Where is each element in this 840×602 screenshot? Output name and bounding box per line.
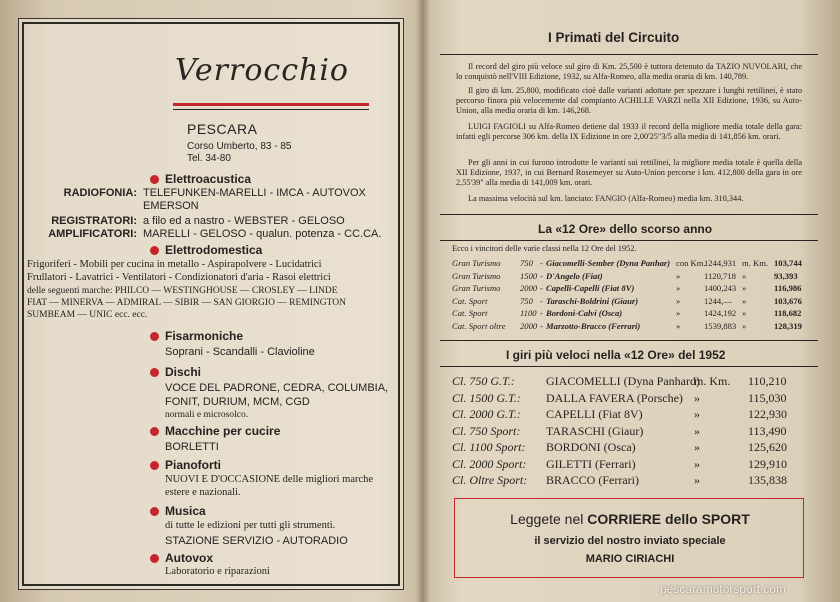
elettrodomestica-line-2: Frullatori - Lavatrici - Ventilatori - Condizionatori d'aria - Rasoi elettrici bbox=[27, 272, 331, 283]
ore-cell-driver: Taraschi-Boldrini (Giaur) bbox=[546, 295, 639, 306]
autovox-line: Laboratorio e riparazioni bbox=[165, 566, 270, 577]
address-block bbox=[187, 141, 292, 165]
phone-line: Tel. 34-80 bbox=[187, 153, 231, 164]
giri-row bbox=[440, 440, 818, 456]
registratori-brands: a filo ed a nastro - WEBSTER - GELOSO bbox=[143, 215, 345, 227]
red-bullet-icon bbox=[150, 461, 159, 470]
amplificatori-label: AMPLIFICATORI: bbox=[48, 228, 137, 240]
red-bullet-icon bbox=[150, 332, 159, 341]
giri-cell-cls: Cl. 1500 G.T.: bbox=[452, 390, 521, 405]
ore-row bbox=[440, 271, 818, 282]
giri-cell-unit: » bbox=[694, 456, 700, 471]
primati-paragraph-4: Per gli anni in cui furono introdotte le varianti sui rettilinei, la migliore media totale è quella della XII Edizione, 1937, in cui Bernard Rosemeyer su Auto-Union percorse i km. 412,800 della gara in ore 2,55'39" alla media di 141,009 km. orari. bbox=[456, 158, 802, 187]
section-elettroacustica-title: Elettroacustica bbox=[165, 172, 252, 186]
ore-rule-top bbox=[440, 214, 818, 215]
ore-cell-unit2: » bbox=[742, 283, 747, 293]
advert-newspaper-name: CORRIERE dello SPORT bbox=[587, 511, 750, 527]
ore-cell-unit2: m. Km. bbox=[742, 258, 769, 268]
elettrodomestica-brands-1: delle seguenti marche: PHILCO — WESTINGHOUSE — CROSLEY — LINDE bbox=[27, 286, 338, 296]
giri-cell-unit: » bbox=[694, 390, 700, 405]
giri-cell-driver: CAPELLI (Fiat 8V) bbox=[546, 407, 643, 421]
giri-cell-speed: 135,838 bbox=[748, 473, 787, 487]
primati-paragraph-1: Il record del giro più veloce sul giro di Km. 25,500 è tuttora detenuto da TAZIO NUVOLARI, che lo conquistò nell'VIII Edizione, 1932, su Alfa-Romeo, alla media oraria di km. 140,789. bbox=[456, 62, 802, 81]
ore-cell-unit2: » bbox=[742, 308, 747, 318]
giri-cell-speed: 129,910 bbox=[748, 456, 787, 471]
ore-cell-dash: - bbox=[540, 270, 543, 281]
ore-cell-speed: 103,744 bbox=[774, 258, 802, 268]
corriere-advert-box bbox=[454, 498, 804, 578]
red-bullet-icon bbox=[150, 427, 159, 436]
ore-title: La «12 Ore» dello scorso anno bbox=[538, 222, 713, 236]
giri-cell-driver: GILETTI (Ferrari) bbox=[546, 456, 636, 471]
primati-paragraph-3: LUIGI FAGIOLI su Alfa-Romeo detiene dal 1933 il record della migliore media totale della gara: infatti egli percorse 306 km. della IX Edizione in ore 2,00'25"3/5 alla media di 141,856 km. orari. bbox=[456, 122, 802, 141]
red-bullet-icon bbox=[150, 246, 159, 255]
ore-rule-bottom bbox=[440, 240, 818, 241]
section-fisarmoniche-title: Fisarmoniche bbox=[165, 329, 244, 343]
ore-cell-cc: 2000 bbox=[520, 320, 538, 331]
ore-cell-unit: » bbox=[676, 270, 681, 281]
red-bullet-icon bbox=[150, 175, 159, 184]
giri-cell-cls: Cl. 750 Sport: bbox=[452, 423, 521, 438]
ore-cell-speed: 128,319 bbox=[774, 320, 802, 331]
ore-cell-cls: Cat. Sport oltre bbox=[452, 320, 506, 331]
dischi-brands-2: FONIT, DURIUM, MCM, CGD bbox=[165, 396, 310, 408]
ore-cell-cls: Gran Turismo bbox=[452, 258, 501, 268]
ore-cell-dash: - bbox=[540, 308, 543, 318]
verrocchio-logo: Verrocchio bbox=[175, 53, 349, 88]
pianoforti-line-2: estere e nazionali. bbox=[165, 487, 241, 498]
logo-underline-black bbox=[173, 109, 369, 110]
amplificatori-brands: MARELLI - GELOSO - qualun. potenza - CC.CA. bbox=[143, 228, 382, 240]
giri-row bbox=[440, 374, 818, 390]
ore-cell-cc: 750 bbox=[520, 258, 533, 268]
elettrodomestica-brands-2: FIAT — MINERVA — ADMIRAL — SIBIR — SAN GIORGIO — REMINGTON bbox=[27, 298, 347, 308]
giri-cell-driver: BRACCO (Ferrari) bbox=[546, 473, 639, 487]
giri-cell-speed: 125,620 bbox=[748, 440, 787, 454]
ore-cell-unit: » bbox=[676, 308, 681, 318]
section-macchine-title: Macchine per cucire bbox=[165, 424, 281, 438]
page-gutter bbox=[416, 0, 430, 602]
giri-row bbox=[440, 407, 818, 423]
radiofonia-label: RADIOFONIA: bbox=[63, 187, 137, 199]
ore-row bbox=[440, 283, 818, 294]
giri-cell-cls: Cl. Oltre Sport: bbox=[452, 473, 528, 487]
giri-cell-unit: » bbox=[694, 407, 700, 421]
registratori-label: REGISTRATORI: bbox=[51, 215, 137, 227]
giri-row bbox=[440, 424, 818, 440]
ore-cell-cls: Gran Turismo bbox=[452, 270, 501, 281]
giri-row bbox=[440, 391, 818, 407]
ore-cell-unit: » bbox=[676, 295, 681, 306]
ore-cell-speed: 116,986 bbox=[774, 283, 802, 293]
city-name: PESCARA bbox=[187, 121, 258, 137]
section-autovox-title: Autovox bbox=[165, 551, 213, 565]
ore-cell-unit: » bbox=[676, 283, 681, 293]
ore-cell-km: 1539,883 bbox=[704, 320, 737, 331]
musica-line-2: STAZIONE SERVIZIO - AUTORADIO bbox=[165, 535, 348, 547]
giri-title: I giri più veloci nella «12 Ore» del 1952 bbox=[506, 348, 726, 362]
ore-cell-cc: 1100 bbox=[520, 308, 537, 318]
right-page-records bbox=[440, 18, 818, 590]
giri-rule-top bbox=[440, 340, 818, 341]
giri-cell-speed: 110,210 bbox=[748, 374, 787, 388]
ore-cell-dash: - bbox=[540, 295, 543, 306]
section-pianoforti-title: Pianoforti bbox=[165, 458, 221, 472]
giri-cell-driver: DALLA FAVERA (Porsche) bbox=[546, 390, 683, 405]
red-bullet-icon bbox=[150, 368, 159, 377]
giri-cell-driver: TARASCHI (Giaur) bbox=[546, 423, 644, 438]
ore-cell-speed: 118,682 bbox=[774, 308, 802, 318]
giri-cell-speed: 113,490 bbox=[748, 423, 787, 438]
ore-intro: Ecco i vincitori delle varie classi nella 12 Ore del 1952. bbox=[452, 244, 637, 253]
radiofonia-brands-2: EMERSON bbox=[143, 200, 199, 212]
ore-cell-driver: Marzotto-Bracco (Ferrari) bbox=[546, 320, 641, 331]
dischi-brands-1: VOCE DEL PADRONE, CEDRA, COLUMBIA, bbox=[165, 382, 389, 394]
elettrodomestica-line-1: Frigoriferi - Mobili per cucina in metallo - Aspirapolvere - Lucidatrici bbox=[27, 259, 322, 270]
giri-cell-speed: 115,030 bbox=[748, 390, 787, 405]
ore-cell-km: 1244,— bbox=[704, 295, 732, 306]
primati-title: I Primati del Circuito bbox=[548, 30, 680, 45]
ore-cell-km: 1244,931 bbox=[704, 258, 737, 268]
giri-cell-cls: Cl. 750 G.T.: bbox=[452, 374, 515, 388]
giri-cell-driver: GIACOMELLI (Dyna Panhard) bbox=[546, 374, 700, 388]
ore-cell-cc: 1500 bbox=[520, 270, 538, 281]
giri-cell-unit: m. Km. bbox=[694, 374, 731, 388]
section-elettrodomestica-title: Elettrodomestica bbox=[165, 243, 263, 257]
ore-cell-driver: Giacomelli-Sember (Dyna Panhar) bbox=[546, 258, 671, 268]
ore-cell-cls: Gran Turismo bbox=[452, 283, 501, 293]
giri-row bbox=[440, 457, 818, 473]
giri-cell-driver: BORDONI (Osca) bbox=[546, 440, 636, 454]
advert-author: MARIO CIRIACHI bbox=[585, 553, 675, 565]
ore-cell-cls: Cat. Sport bbox=[452, 308, 488, 318]
advert-headline bbox=[455, 511, 805, 527]
watermark-text: pescaramotorsport.com bbox=[660, 582, 787, 596]
ore-cell-speed: 103,676 bbox=[774, 295, 802, 306]
giri-cell-unit: » bbox=[694, 473, 700, 487]
giri-row bbox=[440, 473, 818, 489]
left-page-advert bbox=[18, 18, 404, 590]
ore-row bbox=[440, 296, 818, 307]
ore-cell-km: 1400,243 bbox=[704, 283, 737, 293]
logo-underline-red bbox=[173, 103, 369, 106]
primati-paragraph-5: La massima velocità sul km. lanciato: FANGIO (Alfa-Romeo) media km. 310,344. bbox=[468, 194, 744, 203]
ore-row bbox=[440, 258, 818, 269]
ore-cell-unit: » bbox=[676, 320, 681, 331]
radiofonia-brands-1: TELEFUNKEN-MARELLI - IMCA - AUTOVOX bbox=[143, 187, 366, 199]
ore-cell-dash: - bbox=[540, 283, 543, 293]
section-dischi-title: Dischi bbox=[165, 365, 202, 379]
musica-line-1: di tutte le edizioni per tutti gli strumenti. bbox=[165, 520, 336, 531]
ore-cell-cls: Cat. Sport bbox=[452, 295, 488, 306]
primati-rule bbox=[440, 54, 818, 55]
advert-subline: il servizio del nostro inviato speciale bbox=[534, 535, 726, 547]
macchine-brand: BORLETTI bbox=[165, 441, 219, 453]
fisarmoniche-brands: Soprani - Scandalli - Clavioline bbox=[165, 346, 315, 358]
ore-cell-driver: Capelli-Capelli (Fiat 8V) bbox=[546, 283, 635, 293]
red-bullet-icon bbox=[150, 554, 159, 563]
elettrodomestica-brands-3: SUMBEAM — UNIC ecc. ecc. bbox=[27, 310, 148, 320]
giri-cell-cls: Cl. 2000 G.T.: bbox=[452, 407, 521, 421]
ore-cell-driver: D'Angelo (Fiat) bbox=[546, 270, 603, 281]
advert-headline-prefix: Leggete nel bbox=[510, 511, 588, 527]
ore-cell-speed: 93,393 bbox=[774, 270, 798, 281]
pianoforti-line-1: NUOVI E D'OCCASIONE delle migliori marche bbox=[165, 474, 374, 485]
ore-cell-dash: - bbox=[540, 320, 543, 331]
giri-cell-speed: 122,930 bbox=[748, 407, 787, 421]
ore-row bbox=[440, 308, 818, 319]
ore-cell-driver: Bordoni-Calvi (Osca) bbox=[546, 308, 623, 318]
giri-cell-cls: Cl. 1100 Sport: bbox=[452, 440, 526, 454]
ore-cell-unit2: » bbox=[742, 320, 747, 331]
red-bullet-icon bbox=[150, 507, 159, 516]
primati-paragraph-2: Il giro di km. 25,800, modificato cioè dalle varianti adottate per spezzare i lunghi rettilinei, è stato percorso finora più velocemente dal compianto ACHILLE VARZI nella XII Edizione, 1936, su Auto-Union, alla media oraria di km. 146,268. bbox=[456, 86, 802, 115]
ore-cell-km: 1424,192 bbox=[704, 308, 737, 318]
dischi-note: normali e microsolco. bbox=[165, 410, 249, 420]
giri-rule-bottom bbox=[440, 366, 818, 367]
ore-cell-unit2: » bbox=[742, 270, 747, 281]
ore-cell-cc: 750 bbox=[520, 295, 533, 306]
ore-cell-km: 1120,718 bbox=[704, 270, 736, 281]
ore-row bbox=[440, 321, 818, 332]
giri-cell-unit: » bbox=[694, 423, 700, 438]
giri-cell-cls: Cl. 2000 Sport: bbox=[452, 456, 527, 471]
ore-cell-cc: 2000 bbox=[520, 283, 538, 293]
address-line: Corso Umberto, 83 - 85 bbox=[187, 141, 292, 152]
ore-cell-unit: con Km. bbox=[676, 258, 706, 268]
ore-cell-dash: - bbox=[540, 258, 543, 268]
ore-cell-unit2: » bbox=[742, 295, 747, 306]
section-musica-title: Musica bbox=[165, 504, 206, 518]
giri-cell-unit: » bbox=[694, 440, 700, 454]
